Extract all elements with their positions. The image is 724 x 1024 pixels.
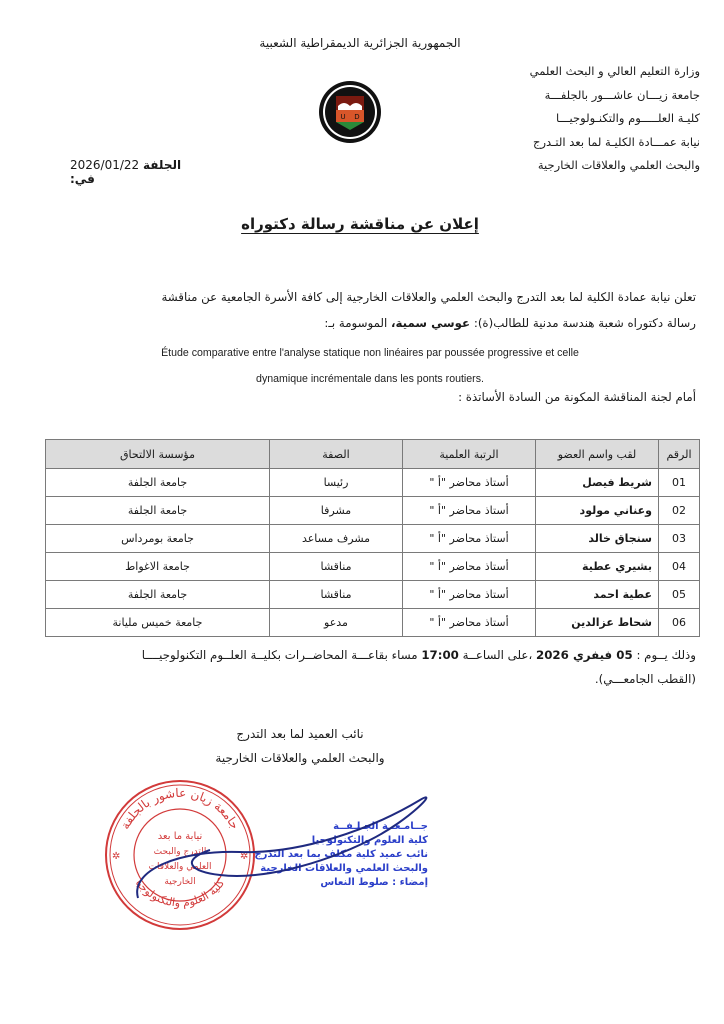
intro-line-2 xyxy=(36,310,696,336)
announcement-title: إعلان عن مناقشة رسالة دكتوراه xyxy=(241,215,479,233)
header-number: الرقم xyxy=(659,440,700,469)
defense-time: 17:00 xyxy=(421,648,459,662)
cell-name: بشيري عطية xyxy=(536,553,659,581)
stamp-center-line-1: نيابة ما بعد xyxy=(157,831,203,842)
announcement-intro xyxy=(36,284,696,336)
intro-line-1: تعلن نيابة عمادة الكلية لما بعد التدرج والبحث العلمي والعلاقات الخارجية إلى كافة الأسرة الجامعية عن مناقشة xyxy=(161,290,696,304)
stamp-star-icon: ✲ xyxy=(240,851,249,862)
cell-number: 01 xyxy=(659,469,700,497)
stamp-center-line-2: التدرج والبحث xyxy=(153,847,207,857)
blue-stamp-line-1: جــامـعــة الجـلـفــة xyxy=(333,821,428,832)
vice-deanship-line: نيابة عمـــادة الكليـة لما بعد التـدرج xyxy=(533,134,700,149)
cell-role: مدعو xyxy=(270,609,403,637)
republic-heading: الجمهورية الجزائرية الديمقراطية الشعبية xyxy=(259,36,461,50)
faculty-line: كليـة العلـــــوم والتكنـولوجيـــا xyxy=(555,111,700,125)
committee-table xyxy=(45,439,700,637)
cell-name: سنجاق خالد xyxy=(536,525,659,553)
cell-rank: أستاذ محاضر "أ " xyxy=(403,525,536,553)
university-line: جامعة زيـــان عاشـــور بالجلفـــة xyxy=(544,87,700,102)
cell-institution: جامعة الاغواط xyxy=(46,553,270,581)
logo-letter-u: U xyxy=(340,113,346,121)
intro-line-2-suffix: الموسومة بـ: xyxy=(324,316,388,330)
table-row xyxy=(46,581,700,609)
table-row xyxy=(46,609,700,637)
blue-stamp-line-2: كلية العلوم والتكنولوجيا xyxy=(311,835,428,846)
table-row xyxy=(46,525,700,553)
defense-schedule xyxy=(36,643,696,691)
schedule-venue: مساء بقاعـــة المحاضــرات بكليــة العلــوم التكنولوجيــــا xyxy=(141,648,418,662)
place-label: الجلفة في: xyxy=(70,158,182,186)
header-rank: الرتبة العلمية xyxy=(403,440,536,469)
stamp-center-line-4: الخارجية xyxy=(164,877,196,887)
thesis-title-line-1: Étude comparative entre l'analyse statique non linéaires par poussée progressive et celle xyxy=(161,347,579,359)
stamp-star-icon: ✲ xyxy=(112,851,121,862)
handwritten-signature xyxy=(120,790,450,910)
logo-letter-d: D xyxy=(354,113,360,121)
date-value: 2026/01/22 xyxy=(70,158,140,172)
thesis-title-line-2: dynamique incrémentale dans les ponts routiers. xyxy=(256,373,484,385)
cell-rank: أستاذ محاضر "أ " xyxy=(403,469,536,497)
institution-block xyxy=(480,60,700,178)
schedule-middle: ،على الساعــة xyxy=(462,648,533,662)
schedule-line-2: (القطب الجامعـــي). xyxy=(594,672,696,686)
ministry-line: وزارة التعليم العالي و البحث العلمي xyxy=(529,64,700,78)
stamp-center-line-3: العلمي والعلاقات xyxy=(148,862,212,872)
cell-role: مشرف مساعد xyxy=(270,525,403,553)
student-name: عوسي سمية، xyxy=(391,316,471,330)
blue-stamp-line-5: إمضاء : صلوط النعاس xyxy=(320,877,428,888)
cell-institution: جامعة الجلفة xyxy=(46,581,270,609)
stamp-ring-text: جامعة زيان عاشور بالجلفة xyxy=(117,785,243,832)
intro-line-2-prefix: رسالة دكتوراه شعبة هندسة مدنية للطالب(ة): xyxy=(473,316,696,330)
cell-role: رئيسا xyxy=(270,469,403,497)
place-date xyxy=(70,158,210,186)
table-row xyxy=(46,469,700,497)
cell-number: 03 xyxy=(659,525,700,553)
table-row xyxy=(46,553,700,581)
cell-number: 02 xyxy=(659,497,700,525)
cell-number: 04 xyxy=(659,553,700,581)
cell-role: مناقشا xyxy=(270,553,403,581)
committee-intro: أمام لجنة المناقشة المكونة من السادة الأساتذة : xyxy=(458,390,696,404)
header-member-name: لقب واسم العضو xyxy=(536,440,659,469)
cell-rank: أستاذ محاضر "أ " xyxy=(403,581,536,609)
cell-institution: جامعة بومرداس xyxy=(46,525,270,553)
cell-institution: جامعة الجلفة xyxy=(46,497,270,525)
cell-institution: جامعة خميس مليانة xyxy=(46,609,270,637)
header-role: الصفة xyxy=(270,440,403,469)
signatory-title-1: نائب العميد لما بعد التدرج xyxy=(236,727,364,741)
cell-name: وعناني مولود xyxy=(536,497,659,525)
cell-rank: أستاذ محاضر "أ " xyxy=(403,497,536,525)
schedule-line-1 xyxy=(36,643,696,667)
table-header-row xyxy=(46,440,700,469)
cell-name: شريط فيصل xyxy=(536,469,659,497)
stamp-ring-bottom-text: كلية العلوم والتكنولوجيا xyxy=(132,876,228,910)
thesis-title xyxy=(90,340,650,392)
blue-stamp-line-3: نائب عميد كلية مكلف بما بعد التدرج xyxy=(254,849,428,860)
cell-role: مشرفا xyxy=(270,497,403,525)
university-logo xyxy=(318,80,382,144)
cell-role: مناقشا xyxy=(270,581,403,609)
cell-name: عطية احمد xyxy=(536,581,659,609)
blue-stamp-line-4: والبحث العلمي والعلاقات الخارجية xyxy=(260,863,428,874)
signatory-title-2: والبحث العلمي والعلاقات الخارجية xyxy=(215,751,385,765)
cell-number: 05 xyxy=(659,581,700,609)
cell-institution: جامعة الجلفة xyxy=(46,469,270,497)
cell-name: شحاط عزالدين xyxy=(536,609,659,637)
table-row xyxy=(46,497,700,525)
vice-deanship-line-2: والبحث العلمي والعلاقات الخارجية xyxy=(537,158,700,172)
header-institution: مؤسسة الالتحاق xyxy=(46,440,270,469)
defense-date: 05 فيفري 2026 xyxy=(536,648,633,662)
cell-rank: أستاذ محاضر "أ " xyxy=(403,609,536,637)
cell-number: 06 xyxy=(659,609,700,637)
schedule-prefix: وذلك يــوم : xyxy=(636,648,696,662)
signatory-block xyxy=(160,722,440,770)
cell-rank: أستاذ محاضر "أ " xyxy=(403,553,536,581)
